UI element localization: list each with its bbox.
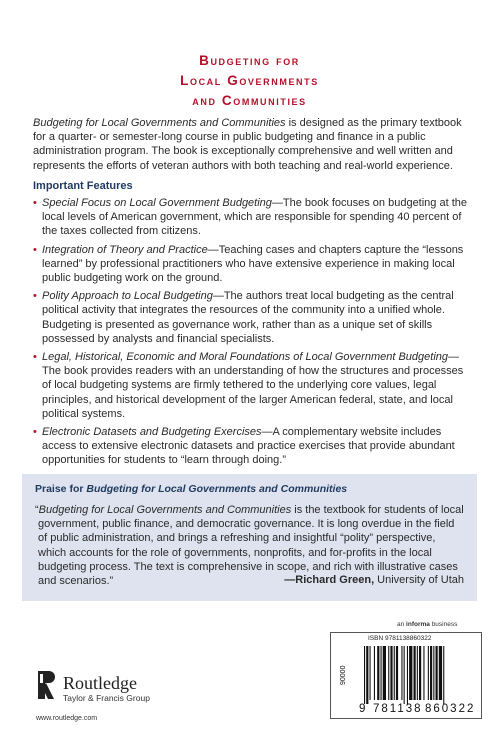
barcode-bar xyxy=(370,646,371,700)
praise-heading xyxy=(35,483,464,495)
publisher-name: Routledge xyxy=(63,673,137,693)
title-line-1: Budgeting for xyxy=(199,53,300,68)
barcode-bar xyxy=(433,646,434,700)
barcode-bar xyxy=(414,646,416,700)
barcode-bar xyxy=(407,646,408,704)
feature-text: —Teaching cases and chapters capture the “lessons learned” by professional practitioners who have extensive experience in making local public budgeting work on the ground. xyxy=(42,243,464,285)
feature-title: Legal, Historical, Economic and Moral Foundations of Local Government Budgeting xyxy=(42,351,449,364)
barcode-bar xyxy=(417,646,418,700)
routledge-logo-icon xyxy=(36,669,56,703)
feature-text: —The authors treat local budgeting as the central political activity that integrates the resources of the community into a unified whole. Budgeting is presented as governance work, rather than as a unique set of skills possessed by analysts and financial specialists. xyxy=(42,290,454,345)
barcode-bar xyxy=(390,646,392,700)
barcode-bar xyxy=(377,646,379,700)
barcode-bar xyxy=(366,646,368,704)
barcode-bar xyxy=(428,646,429,700)
feature-item xyxy=(33,196,473,239)
isbn-barcode xyxy=(330,632,482,719)
praise-author: —Richard Green, xyxy=(284,574,375,587)
title-line-2: Local Governments xyxy=(180,73,319,88)
barcode-bar xyxy=(419,646,421,700)
praise-affiliation: University of Utah xyxy=(374,574,464,587)
barcode-bar xyxy=(423,646,424,700)
intro-book-title: Budgeting for Local Governments and Communities xyxy=(33,117,286,129)
intro-paragraph xyxy=(33,116,473,173)
title-line-3: and Communities xyxy=(192,93,307,108)
informa-prefix: an xyxy=(397,621,407,628)
barcode-bar xyxy=(388,646,389,700)
informa-tagline xyxy=(397,621,457,628)
barcode-bar xyxy=(404,646,405,704)
barcode-group-2: 860322 xyxy=(425,703,476,715)
barcode-bar xyxy=(436,646,438,700)
feature-item xyxy=(33,350,473,421)
quote-text: is the textbook for students of local government, public finance, and democratic governance. It is long overdue in the field of public administration, and brings a refreshing and insightful “polity” perspective, which accounts for the role of governments, nonprofits, and for-profits in the local budgeting process. The text is comprehensive in scope, and rich with illustrative cases and scenarios.” xyxy=(38,504,464,588)
barcode-bar xyxy=(409,646,412,700)
publisher-url[interactable]: www.routledge.com xyxy=(36,715,98,722)
praise-box xyxy=(22,474,477,601)
feature-text: —The book provides readers with an understanding of how the structures and processes of local budgeting systems are firmly tethered to the underlying core values, legal principles, and historical development of the larger American federal, state, and local political systems. xyxy=(42,351,464,420)
features-list xyxy=(33,196,473,490)
publisher-group: Taylor & Francis Group xyxy=(63,693,150,703)
barcode-lead-digit: 9 xyxy=(359,703,366,715)
feature-title: Polity Approach to Local Budgeting xyxy=(42,290,213,303)
praise-heading-prefix: Praise for xyxy=(35,483,87,495)
features-heading: Important Features xyxy=(33,180,133,192)
barcode-bar xyxy=(383,646,386,700)
barcode-bar xyxy=(396,646,398,700)
intro-text: is designed as the primary textbook for a quarter- or semester-long course in public budgeting and finance in a public administration program. The book is exceptionally comprehensive and well written and represents the efforts of veteran authors with both teaching and real-world experience. xyxy=(33,117,462,172)
feature-text: —A complementary website includes access to extensive electronic datasets and practice exercises that provide abundant opportunities for students to “learn through doing.” xyxy=(42,426,455,467)
barcode-bars-icon xyxy=(364,646,474,704)
feature-title: Electronic Datasets and Budgeting Exercises xyxy=(42,426,262,439)
feature-title: Special Focus on Local Government Budgeting xyxy=(42,197,272,209)
barcode-bar xyxy=(394,646,395,700)
barcode-bar xyxy=(364,646,365,704)
feature-item xyxy=(33,289,473,346)
informa-brand: informa xyxy=(406,621,430,628)
barcode-bar xyxy=(374,646,375,700)
praise-heading-title: Budgeting for Local Governments and Communities xyxy=(86,483,348,495)
barcode-group-1: 781138 xyxy=(373,703,423,715)
quote-open: “ xyxy=(35,504,39,516)
feature-title: Integration of Theory and Practice xyxy=(42,243,208,256)
feature-item xyxy=(33,425,473,468)
barcode-bar xyxy=(381,646,382,700)
barcode-bar xyxy=(439,646,442,700)
feature-text: —The book focuses on budgeting at the local levels of American government, which are responsible for spending 40 percent of the taxes collected from citizens. xyxy=(42,197,467,238)
barcode-bar xyxy=(430,646,432,700)
book-title xyxy=(0,51,499,111)
barcode-bar xyxy=(443,646,444,704)
quote-book-title: Budgeting for Local Governments and Communities xyxy=(38,504,292,516)
feature-item xyxy=(33,243,473,286)
isbn-label: ISBN 9781138860322 xyxy=(368,635,432,642)
informa-suffix: business xyxy=(429,621,458,628)
barcode-side-digits: 90000 xyxy=(340,665,347,685)
barcode-bar xyxy=(401,646,402,700)
